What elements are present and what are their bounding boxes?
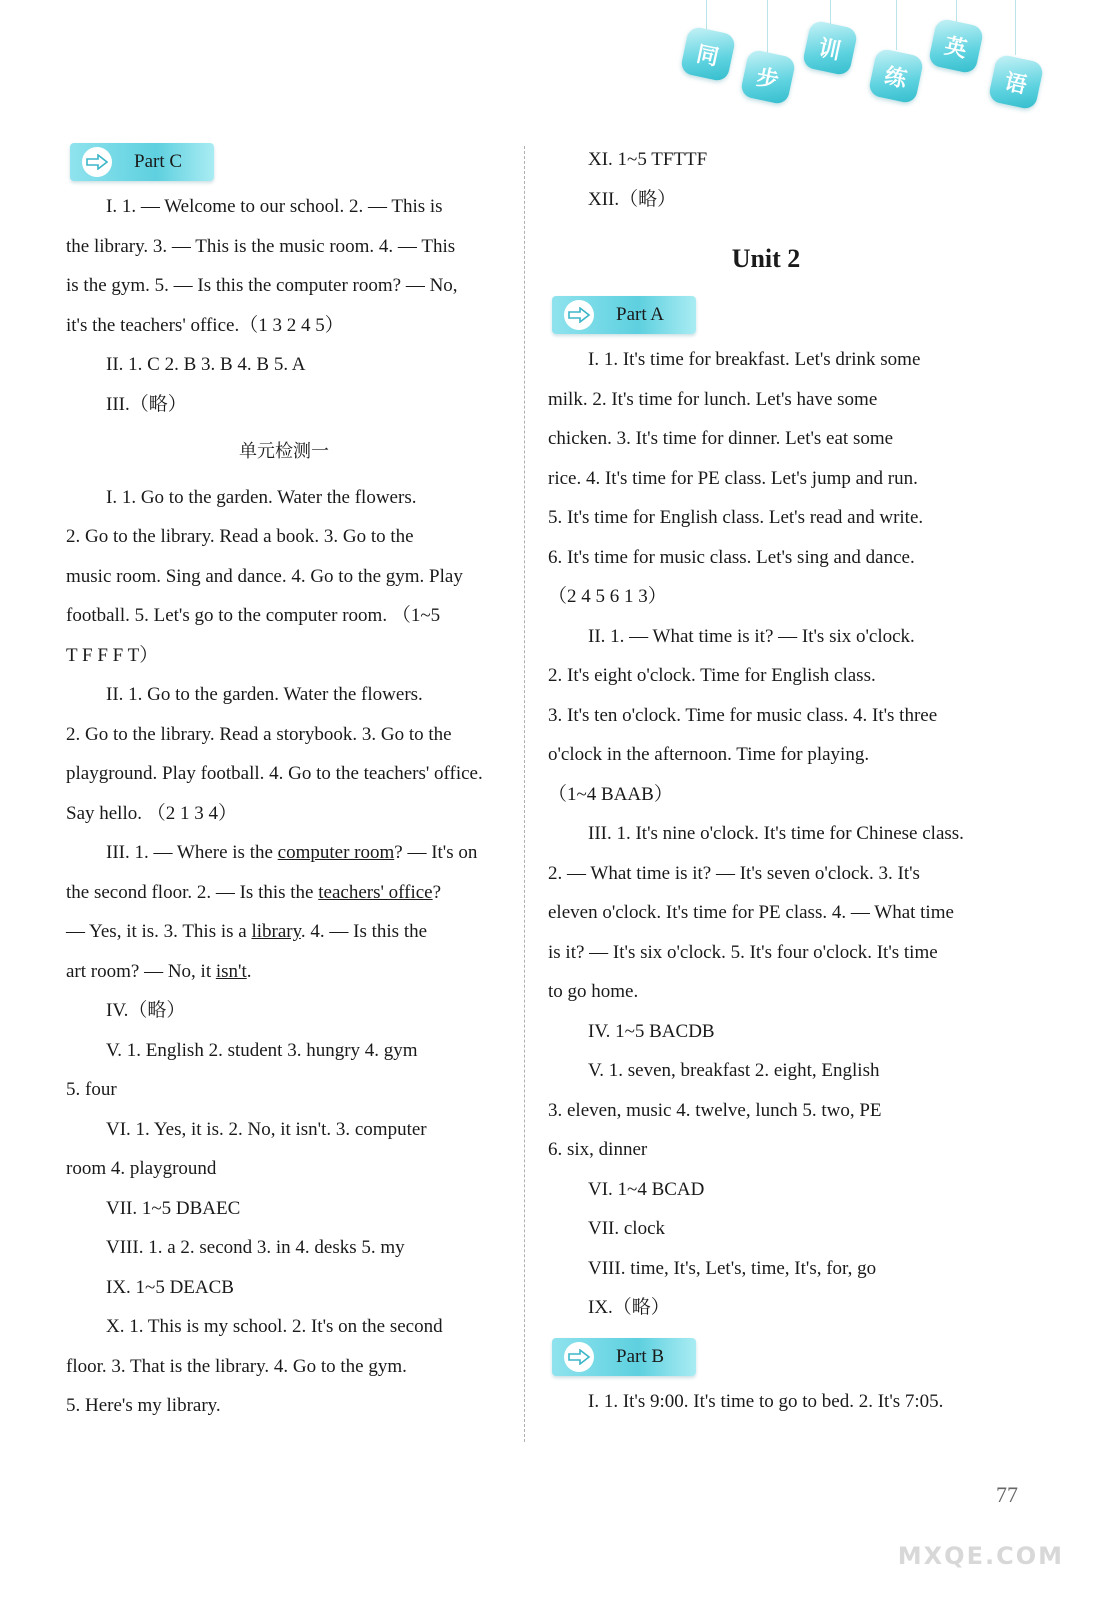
part-c-label [70,143,214,181]
part-label-text: Part C [134,151,183,173]
underlined-text: computer room [277,842,395,863]
header-char-bubble: 练 [868,48,925,105]
answer-line: IX. 1~5 DEACB [106,1276,234,1298]
arrow-right-icon [564,1342,594,1372]
column-divider [524,146,525,1442]
arrow-right-icon [564,300,594,330]
hanging-string [1015,0,1016,55]
text-run: ? [432,881,442,903]
answer-line: 2. Go to the library. Read a book. 3. Go to the [66,526,414,547]
hanging-string [956,0,957,22]
unit-title: Unit 2 [731,244,801,273]
text-run: . 4. — Is this the [300,921,428,942]
arrow-right-icon [82,147,112,177]
answer-line: 2. Go to the library. Read a storybook. 3. Go to the [66,723,452,745]
hanging-string [767,0,768,55]
answer-line: chicken. 3. It's time for dinner. Let's eat some [548,428,894,449]
answer-line: IV. 1~5 BACDB [588,1020,715,1042]
text-run: — Yes, it is. 3. This is a [66,921,252,942]
answer-line: 2. It's eight o'clock. Time for English class. [548,665,876,686]
answer-line: 3. eleven, music 4. twelve, lunch 5. two, PE [548,1099,882,1121]
answer-line: music room. Sing and dance. 4. Go to the gym. Play [66,565,463,587]
answer-line: VI. 1. Yes, it is. 2. No, it isn't. 3. computer [106,1118,427,1140]
part-label-text: Part A [616,304,665,326]
answer-line: V. 1. seven, breakfast 2. eight, English [588,1060,880,1081]
answer-line: the library. 3. — This is the music room. 4. — This [66,235,456,257]
answer-line: III.（略） [106,393,187,415]
underlined-text: teachers' office [318,881,433,903]
text-run: . [246,960,252,982]
answer-line: 5. It's time for English class. Let's read and write. [548,507,924,528]
watermark: MXQE.COM [897,1542,1064,1570]
text-run: III. 1. — Where is the [106,842,278,863]
text-run: ? — It's on [394,842,478,863]
answer-line: it's the teachers' office.（1 3 2 4 5） [66,314,344,336]
answer-line: V. 1. English 2. student 3. hungry 4. gym [106,1039,418,1061]
answer-line: I. 1. Go to the garden. Water the flowers. [106,486,417,508]
page-number: 77 [996,1482,1018,1507]
answer-line: VIII. 1. a 2. second 3. in 4. desks 5. my [106,1237,405,1258]
header-char-bubble: 步 [740,49,797,106]
answer-line: I. 1. — Welcome to our school. 2. — This is [106,196,443,217]
answer-line: VI. 1~4 BCAD [588,1178,705,1200]
answer-line: to go home. [548,981,639,1002]
answer-line: is it? — It's six o'clock. 5. It's four o'clock. It's time [548,941,938,963]
answer-line [66,952,502,992]
answer-line: VII. 1~5 DBAEC [106,1197,241,1219]
answer-line: is the gym. 5. — Is this the computer room? — No, [66,275,458,296]
hanging-string [706,0,707,30]
right-column [548,140,984,1421]
answer-line: VII. clock [588,1218,666,1239]
answer-line: Say hello. （2 1 3 4） [66,802,237,824]
answer-line: IV.（略） [106,1000,186,1021]
section-title: 单元检测一 [239,441,329,462]
answer-line: VIII. time, It's, Let's, time, It's, for, go [588,1257,877,1279]
left-column [66,140,502,1426]
answer-line: XI. 1~5 TFTTF [588,149,708,170]
answer-line: I. 1. It's 9:00. It's time to go to bed. 2. It's 7:05. [588,1390,944,1412]
answer-line: eleven o'clock. It's time for PE class. 4. — What time [548,902,954,923]
answer-line: playground. Play football. 4. Go to the teachers' office. [66,763,483,784]
answer-line: 3. It's ten o'clock. Time for music class. 4. It's three [548,704,938,726]
answer-line: II. 1. C 2. B 3. B 4. B 5. A [106,354,306,375]
answer-line [66,873,502,913]
answer-line: T F F F T） [66,644,159,666]
header-banner [680,0,1060,125]
answer-line: （1~4 BAAB） [548,783,673,805]
answer-line [66,912,502,952]
hanging-string [830,0,831,25]
answer-line: o'clock in the afternoon. Time for playing. [548,744,870,765]
part-label-text: Part B [616,1345,665,1367]
answer-line: XII.（略） [588,188,677,210]
answer-line: 6. It's time for music class. Let's sing and dance. [548,546,915,568]
answer-line: rice. 4. It's time for PE class. Let's jump and run. [548,467,918,489]
text-run: the second floor. 2. — Is this the [66,881,319,903]
answer-line: III. 1. It's nine o'clock. It's time for Chinese class. [588,823,964,844]
hanging-string [896,0,897,50]
answer-line [66,833,502,873]
answer-line: floor. 3. That is the library. 4. Go to the gym. [66,1355,407,1377]
answer-line: milk. 2. It's time for lunch. Let's have some [548,388,878,410]
answer-line: IX.（略） [588,1297,670,1318]
answer-line: football. 5. Let's go to the computer room. （1~5 [66,605,441,626]
answer-line: 6. six, dinner [548,1139,648,1160]
part-a-label [552,296,696,334]
part-b-label [552,1338,696,1376]
header-char-bubble: 同 [680,26,737,83]
answer-line: 5. Here's my library. [66,1395,221,1416]
text-run: art room? — No, it [66,960,216,982]
answer-line: II. 1. Go to the garden. Water the flowers. [106,684,423,705]
answer-line: I. 1. It's time for breakfast. Let's drink some [588,349,921,370]
header-char-bubble: 英 [928,18,985,75]
underlined-text: library [251,921,301,942]
answer-line: 5. four [66,1079,117,1100]
answer-line: （2 4 5 6 1 3） [548,586,667,607]
header-char-bubble: 训 [802,20,859,77]
answer-line: 2. — What time is it? — It's seven o'clock. 3. It's [548,862,920,884]
answer-line: room 4. playground [66,1158,217,1179]
header-char-bubble: 语 [988,54,1045,111]
underlined-text: isn't [215,960,247,982]
answer-line: II. 1. — What time is it? — It's six o'clock. [588,625,915,647]
answer-line: X. 1. This is my school. 2. It's on the second [106,1316,443,1337]
